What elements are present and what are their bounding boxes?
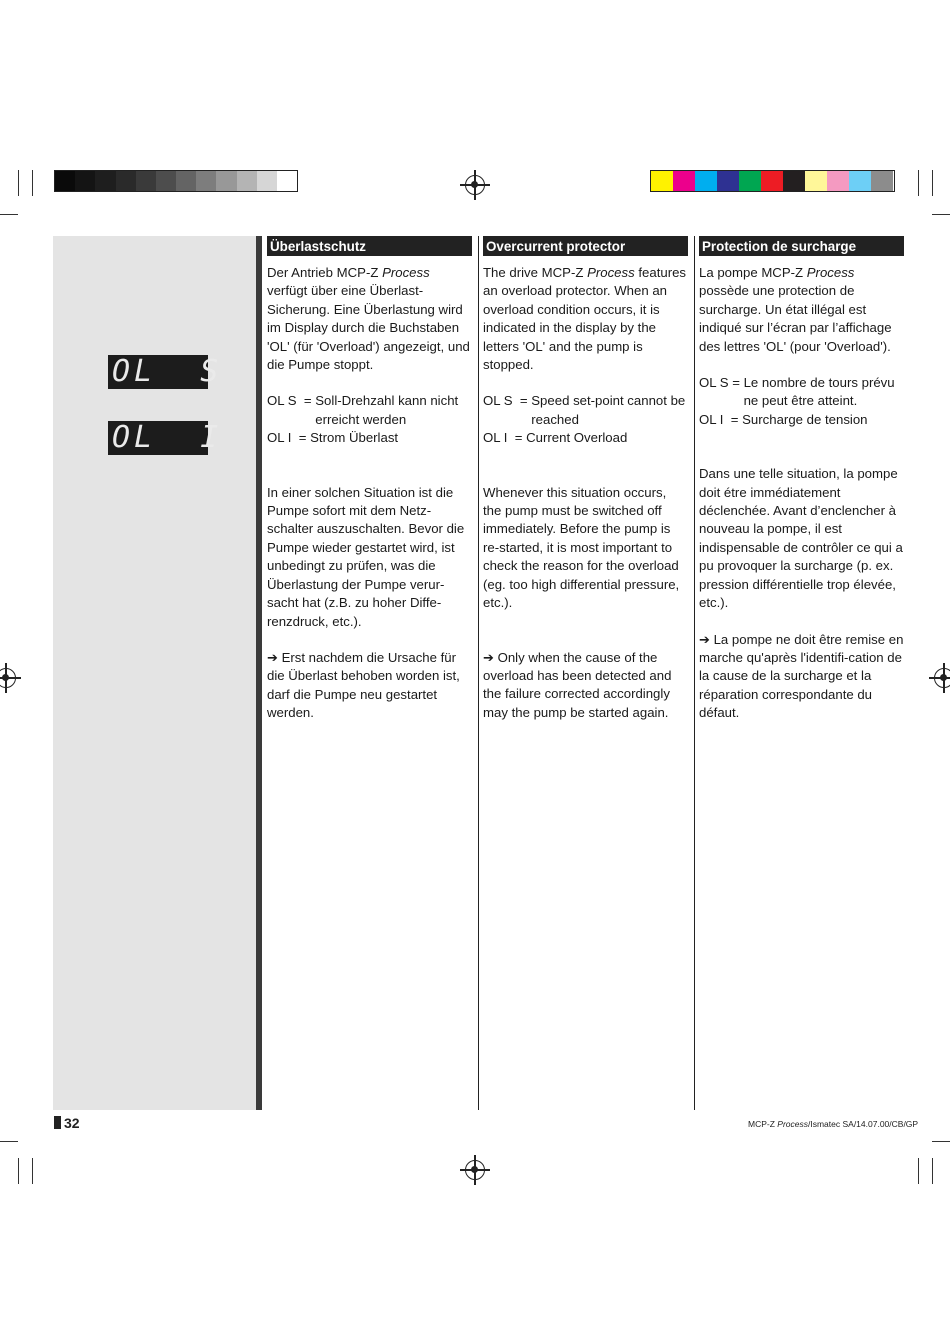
section-heading: Protection de surcharge [699, 236, 904, 256]
footer-reference [748, 1119, 918, 1129]
color-swatch [277, 171, 297, 191]
crop-mark [932, 1141, 950, 1142]
registration-mark-icon [0, 668, 16, 688]
body-paragraph: In einer solchen Situation ist die Pumpe sofort mit dem Netz-schalter auszuschalten. Bevor die Pumpe wieder gestartet wird, ist unbedingt zu prüfen, was die Überlastung der Pumpe verur-sacht hat (z.B. zu hoher Diffe-renzdruck, etc.). [267, 484, 465, 629]
definition-key: OL S = [699, 375, 744, 391]
color-swatch [849, 171, 871, 191]
color-bar [650, 170, 895, 192]
definition-value: Surcharge de tension [742, 411, 868, 427]
color-swatch [805, 171, 827, 191]
definition-value: Current Overload [526, 430, 628, 446]
column-french [699, 236, 904, 723]
intro-text: Der Antrieb MCP-Z [267, 265, 383, 280]
crop-mark [932, 214, 950, 215]
arrow-icon: ➔ [483, 649, 494, 665]
definition-value: Strom Überlast [310, 430, 399, 446]
note-text: Only when the cause of the overload has been detected and the failure corrected accordingly may the pump be started again. [483, 649, 672, 720]
color-swatch [761, 171, 783, 191]
note-paragraph [267, 649, 472, 723]
intro-paragraph [267, 264, 472, 374]
color-swatch [116, 171, 136, 191]
crop-mark [0, 1141, 18, 1142]
crop-mark [18, 1158, 19, 1184]
color-swatch [651, 171, 673, 191]
intro-text: La pompe MCP-Z [699, 265, 807, 280]
greyscale-bar [54, 170, 298, 192]
note-paragraph [699, 631, 904, 723]
color-swatch [216, 171, 236, 191]
intro-text: The drive MCP-Z [483, 265, 588, 280]
registration-mark-icon [465, 175, 485, 195]
color-swatch [237, 171, 257, 191]
crop-mark [932, 1158, 933, 1184]
intro-italic: Process [587, 265, 635, 280]
body-paragraph: Dans une telle situation, la pompe doit étre immédiatement déclenchée. Avant d’enclencher à nouveau la pompe, il est indispensable de contrôler ce qui a pu provoquer la surcharge (p. ex. pression différentielle trop élevée, etc.). [699, 466, 903, 611]
color-swatch [695, 171, 717, 191]
registration-mark-icon [465, 1160, 485, 1180]
page-number: 32 [54, 1115, 80, 1131]
footer-text: MCP-Z [748, 1119, 778, 1129]
intro-text: possède une protection de surcharge. Un état illégal est indiqué sur l’écran par l’affichage des lettres 'OL' (pour 'Overload'). [699, 283, 892, 354]
crop-mark [918, 170, 919, 196]
color-swatch [783, 171, 805, 191]
section-heading: Überlastschutz [267, 236, 472, 256]
intro-paragraph [483, 264, 688, 374]
color-swatch [827, 171, 849, 191]
note-paragraph [483, 649, 688, 723]
registration-mark-icon [934, 668, 950, 688]
crop-mark [18, 170, 19, 196]
footer-italic: Process [777, 1119, 808, 1129]
footer-text: /Ismatec SA/14.07.00/CB/GP [808, 1119, 919, 1129]
color-swatch [717, 171, 739, 191]
definition-value: Le nombre de tours prévu ne peut être atteint. [743, 375, 895, 409]
section-heading: Overcurrent protector [483, 236, 688, 256]
body-paragraph: Whenever this situation occurs, the pump must be switched off immediately. Before the pump is re-started, it is most important to check the reason for the overload (eg. too high differential pressure, etc.). [483, 484, 680, 611]
definition-key: OL S = [267, 393, 316, 409]
side-panel-edge [256, 236, 262, 1110]
color-swatch [257, 171, 277, 191]
definition-key: OL I = [267, 430, 311, 446]
color-swatch [739, 171, 761, 191]
definition-ol-s [483, 392, 688, 429]
crop-mark [32, 170, 33, 196]
color-swatch [95, 171, 115, 191]
color-swatch [176, 171, 196, 191]
color-swatch [673, 171, 695, 191]
definition-key: OL S = [483, 393, 532, 409]
column-divider [478, 236, 479, 1110]
display-ol-s: OL S [108, 355, 208, 389]
crop-mark [0, 214, 18, 215]
definition-ol-s [699, 374, 904, 411]
column-english [483, 236, 688, 722]
definition-value: Soll-Drehzahl kann nicht erreicht werden [315, 393, 459, 427]
definition-key: OL I = [699, 411, 743, 427]
crop-mark [918, 1158, 919, 1184]
color-swatch [136, 171, 156, 191]
crop-mark [932, 170, 933, 196]
definition-ol-s [267, 392, 472, 429]
definition-ol-i [699, 411, 904, 429]
color-swatch [156, 171, 176, 191]
note-text: Erst nachdem die Ursache für die Überlast behoben worden ist, darf die Pumpe neu gestartet werden. [267, 649, 460, 721]
column-german [267, 236, 472, 723]
definition-value: Speed set-point cannot be reached [531, 393, 686, 427]
color-swatch [75, 171, 95, 191]
intro-italic: Process [806, 265, 855, 280]
intro-paragraph [699, 264, 904, 356]
definition-ol-i [267, 429, 472, 447]
color-swatch [55, 171, 75, 191]
intro-text: verfügt über eine Überlast-Sicherung. Eine Überlastung wird im Display durch die Buchstaben 'OL' (für 'Overload') angezeigt, und die Pumpe stoppt. [267, 283, 470, 373]
note-text: La pompe ne doit être remise en marche qu'après l'identifi-cation de la cause de la surcharge et la réparation correspondante du défaut. [699, 631, 904, 721]
column-divider [694, 236, 695, 1110]
arrow-icon: ➔ [267, 649, 278, 665]
intro-text: features an overload protector. When an overload condition occurs, it is indicated in the display by the letters 'OL' and the pump is stopped. [483, 265, 687, 373]
crop-mark [32, 1158, 33, 1184]
color-swatch [871, 171, 893, 191]
definition-ol-i [483, 429, 688, 447]
color-swatch [196, 171, 216, 191]
display-ol-i: OL I [108, 421, 208, 455]
intro-italic: Process [382, 265, 430, 280]
arrow-icon: ➔ [699, 631, 710, 647]
definition-key: OL I = [483, 430, 527, 446]
